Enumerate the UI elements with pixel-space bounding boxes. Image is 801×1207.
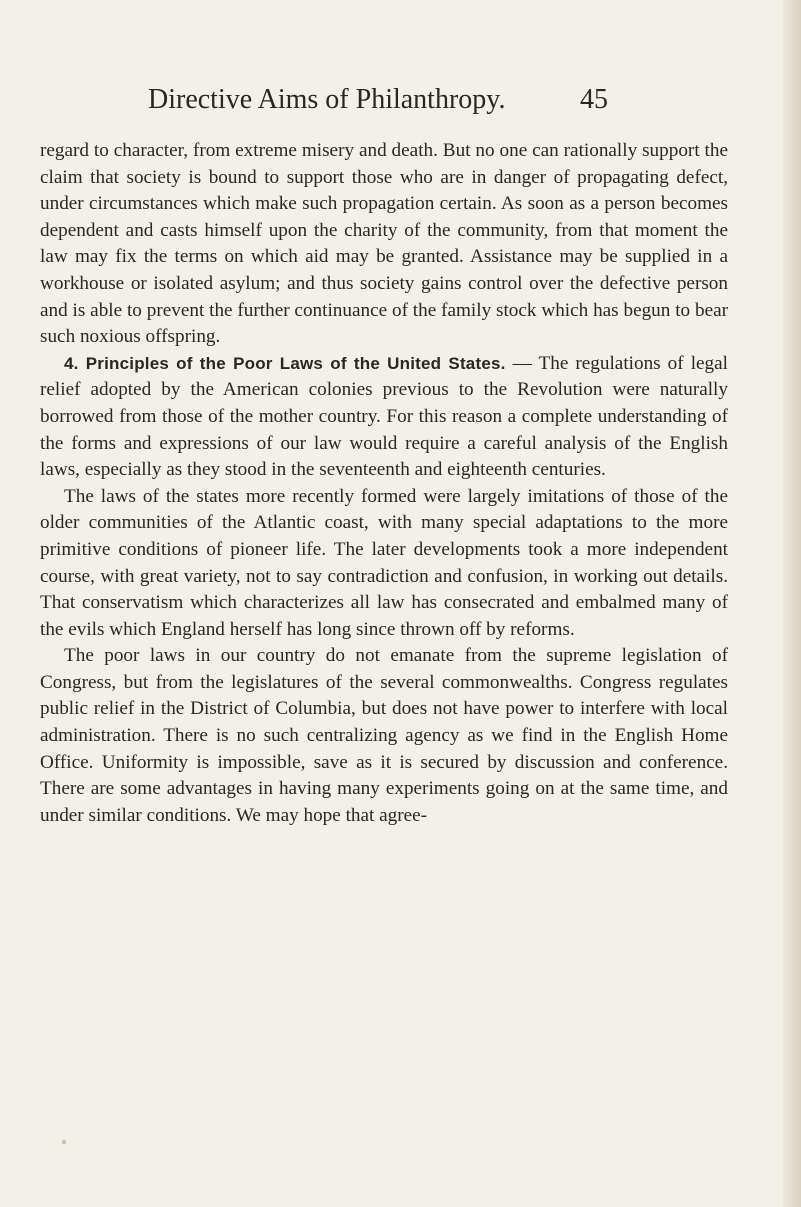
paragraph-1: regard to character, from extreme misery and death. But no one can rationally support the claim that society is bound to support those who are in danger of propagating defect, under circumstances which make such propagation certain. As soon as a person becomes dependent and casts himself upon the charity of the community, from that moment the law may fix the terms on which aid may be granted. Assistance may be supplied in a workhouse or isolated asylum; and thus society gains control over the defective person and is able to prevent the further continuance of the family stock which has begun to bear such noxious offspring.: [40, 140, 728, 348]
heading-dash: —: [505, 352, 539, 374]
body-text: [40, 138, 728, 829]
page-number: 45: [580, 84, 608, 115]
paragraph-2-text: The regulations of legal relief adopted by the American colonies previous to the Revolution were naturally borrowed from those of the mother country. For this reason a complete understanding of the forms and expressions of our law would require a careful analysis of the English laws, especially as they stood in the seventeenth and eighteenth centuries.: [40, 352, 728, 481]
paragraph-3: The laws of the states more recently formed were largely imitations of those of the older communities of the Atlantic coast, with many special adaptations to the more primitive conditions of pioneer life. The later developments took a more independent course, with great variety, not to say contradiction and confusion, in working out details. That conservatism which characterizes all law has consecrated and embalmed many of the evils which England herself has long since thrown off by reforms.: [40, 485, 728, 640]
section-heading: 4. Principles of the Poor Laws of the United States.: [64, 353, 506, 373]
paragraph-4: The poor laws in our country do not emanate from the supreme legislation of Congress, but from the legislatures of the several commonwealths. Congress regulates public relief in the District of Columbia, but does not have power to interfere with local administration. There is no such centralizing agency as we find in the English Home Office. Uniformity is impossible, save as it is secured by discussion and conference. There are some advantages in having many experiments going on at the same time, and under similar conditions. We may hope that agree-: [40, 645, 728, 826]
running-title: Directive Aims of Philanthropy.: [148, 84, 506, 115]
running-header: [148, 84, 608, 116]
page-edge: [783, 0, 801, 1207]
paragraph-2: [40, 351, 728, 484]
page-speck: [62, 1140, 66, 1144]
